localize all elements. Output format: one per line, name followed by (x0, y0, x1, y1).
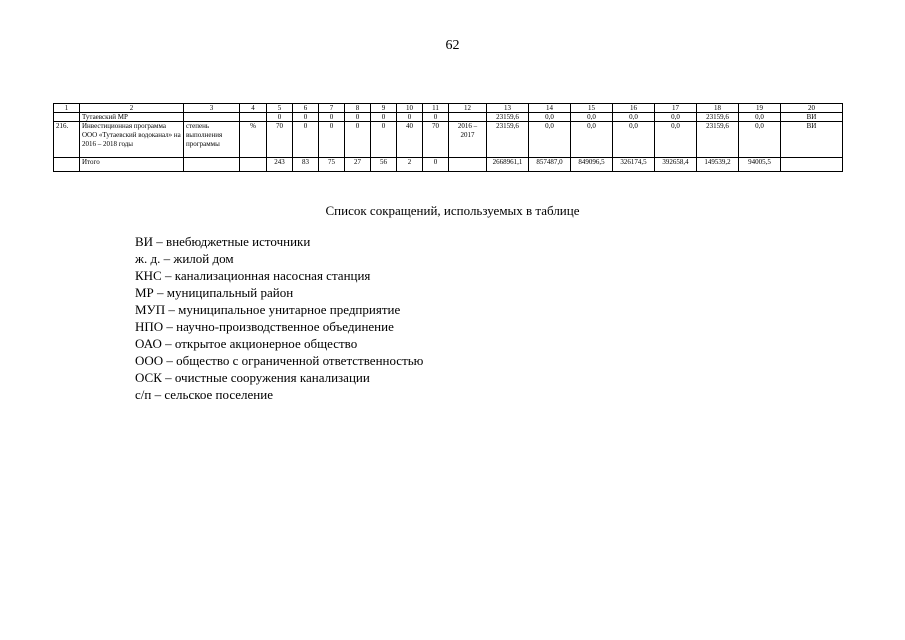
page-number: 62 (445, 38, 460, 53)
table-cell: % (240, 122, 267, 158)
table-cell: 0,0 (739, 113, 781, 122)
table-cell: 8 (345, 104, 371, 113)
table-cell (54, 113, 80, 122)
abbreviation-item: с/п – сельское поселение (135, 387, 273, 402)
table-cell: 16 (613, 104, 655, 113)
table-cell: 9 (371, 104, 397, 113)
table-cell (781, 158, 843, 172)
table-cell: 17 (655, 104, 697, 113)
table-cell: 0,0 (529, 113, 571, 122)
table-cell: 0,0 (613, 113, 655, 122)
table-cell: Инвестиционная программа ООО «Тутаевский водоканал» на 2016 – 2018 годы (80, 122, 184, 158)
table-cell: 2 (80, 104, 184, 113)
table-cell: 0 (371, 113, 397, 122)
table-cell: ВИ (781, 113, 843, 122)
abbreviation-item: МУП – муниципальное унитарное предприятие (135, 302, 401, 317)
table-cell: 19 (739, 104, 781, 113)
table-cell (240, 158, 267, 172)
table-cell: 70 (423, 122, 449, 158)
abbreviation-item: ж. д. – жилой дом (135, 251, 234, 266)
table-cell: 0 (319, 122, 345, 158)
table-cell: 0 (319, 113, 345, 122)
table-cell: 20 (781, 104, 843, 113)
table-row (54, 113, 843, 122)
table-cell: 94005,5 (739, 158, 781, 172)
table-cell: 326174,5 (613, 158, 655, 172)
table-cell: 0 (397, 113, 423, 122)
abbreviation-item: КНС – канализационная насосная станция (135, 268, 371, 283)
table-cell: 2016 – 2017 (449, 122, 487, 158)
table-cell: 12 (449, 104, 487, 113)
table-cell: 70 (267, 122, 293, 158)
table-cell: 0 (423, 158, 449, 172)
table-header-row (54, 104, 843, 113)
table-cell: 0 (267, 113, 293, 122)
table-cell: 392658,4 (655, 158, 697, 172)
table-cell: 0,0 (655, 122, 697, 158)
table-cell: 23159,6 (697, 113, 739, 122)
table-cell: 0,0 (529, 122, 571, 158)
table-cell: 13 (487, 104, 529, 113)
table-cell: 243 (267, 158, 293, 172)
abbreviation-item: ООО – общество с ограниченной ответственностью (135, 353, 424, 368)
table-cell: 0,0 (571, 113, 613, 122)
abbreviation-item: МР – муниципальный район (135, 285, 294, 300)
table-cell: 27 (345, 158, 371, 172)
table-cell: 83 (293, 158, 319, 172)
table-cell: 40 (397, 122, 423, 158)
data-table (53, 103, 843, 172)
table-cell: 0 (293, 113, 319, 122)
table-cell (449, 113, 487, 122)
table-cell: 23159,6 (487, 122, 529, 158)
table-cell: 0 (345, 113, 371, 122)
table-total-row (54, 158, 843, 172)
table-cell: 75 (319, 158, 345, 172)
table-cell: 2 (397, 158, 423, 172)
table-cell: 857487,0 (529, 158, 571, 172)
table-cell: ВИ (781, 122, 843, 158)
table-cell: Итого (80, 158, 184, 172)
table-cell (449, 158, 487, 172)
table-cell: 7 (319, 104, 345, 113)
table-cell: 0 (371, 122, 397, 158)
table-cell: 216. (54, 122, 80, 158)
table-cell: 3 (184, 104, 240, 113)
table-cell: 23159,6 (487, 113, 529, 122)
table-cell: Тутаевский МР (80, 113, 184, 122)
abbreviations-list (135, 233, 423, 403)
table-cell: 15 (571, 104, 613, 113)
table-cell: 2668961,1 (487, 158, 529, 172)
table-row (54, 122, 843, 158)
table-cell (54, 158, 80, 172)
table-cell: 6 (293, 104, 319, 113)
table-cell: 149539,2 (697, 158, 739, 172)
abbreviation-item: ОАО – открытое акционерное общество (135, 336, 358, 351)
abbreviations-title: Список сокращений, используемых в таблице (325, 203, 580, 218)
table-cell: 23159,6 (697, 122, 739, 158)
table-cell: 0 (345, 122, 371, 158)
abbreviation-item: НПО – научно-производственное объединение (135, 319, 394, 334)
table-cell (184, 113, 240, 122)
table-cell: степень выполнения программы (184, 122, 240, 158)
abbreviation-item: ОСК – очистные сооружения канализации (135, 370, 370, 385)
table-cell: 11 (423, 104, 449, 113)
table-cell: 14 (529, 104, 571, 113)
table-cell: 56 (371, 158, 397, 172)
table-cell: 4 (240, 104, 267, 113)
table-cell: 849096,5 (571, 158, 613, 172)
table-cell: 0,0 (655, 113, 697, 122)
abbreviation-item: ВИ – внебюджетные источники (135, 234, 311, 249)
table-cell: 1 (54, 104, 80, 113)
table-cell: 10 (397, 104, 423, 113)
table-cell: 0,0 (613, 122, 655, 158)
table-cell: 0,0 (571, 122, 613, 158)
table-cell (184, 158, 240, 172)
table-cell: 0 (423, 113, 449, 122)
table-cell: 18 (697, 104, 739, 113)
table-cell: 0,0 (739, 122, 781, 158)
table-cell (240, 113, 267, 122)
table-cell: 0 (293, 122, 319, 158)
table-cell: 5 (267, 104, 293, 113)
